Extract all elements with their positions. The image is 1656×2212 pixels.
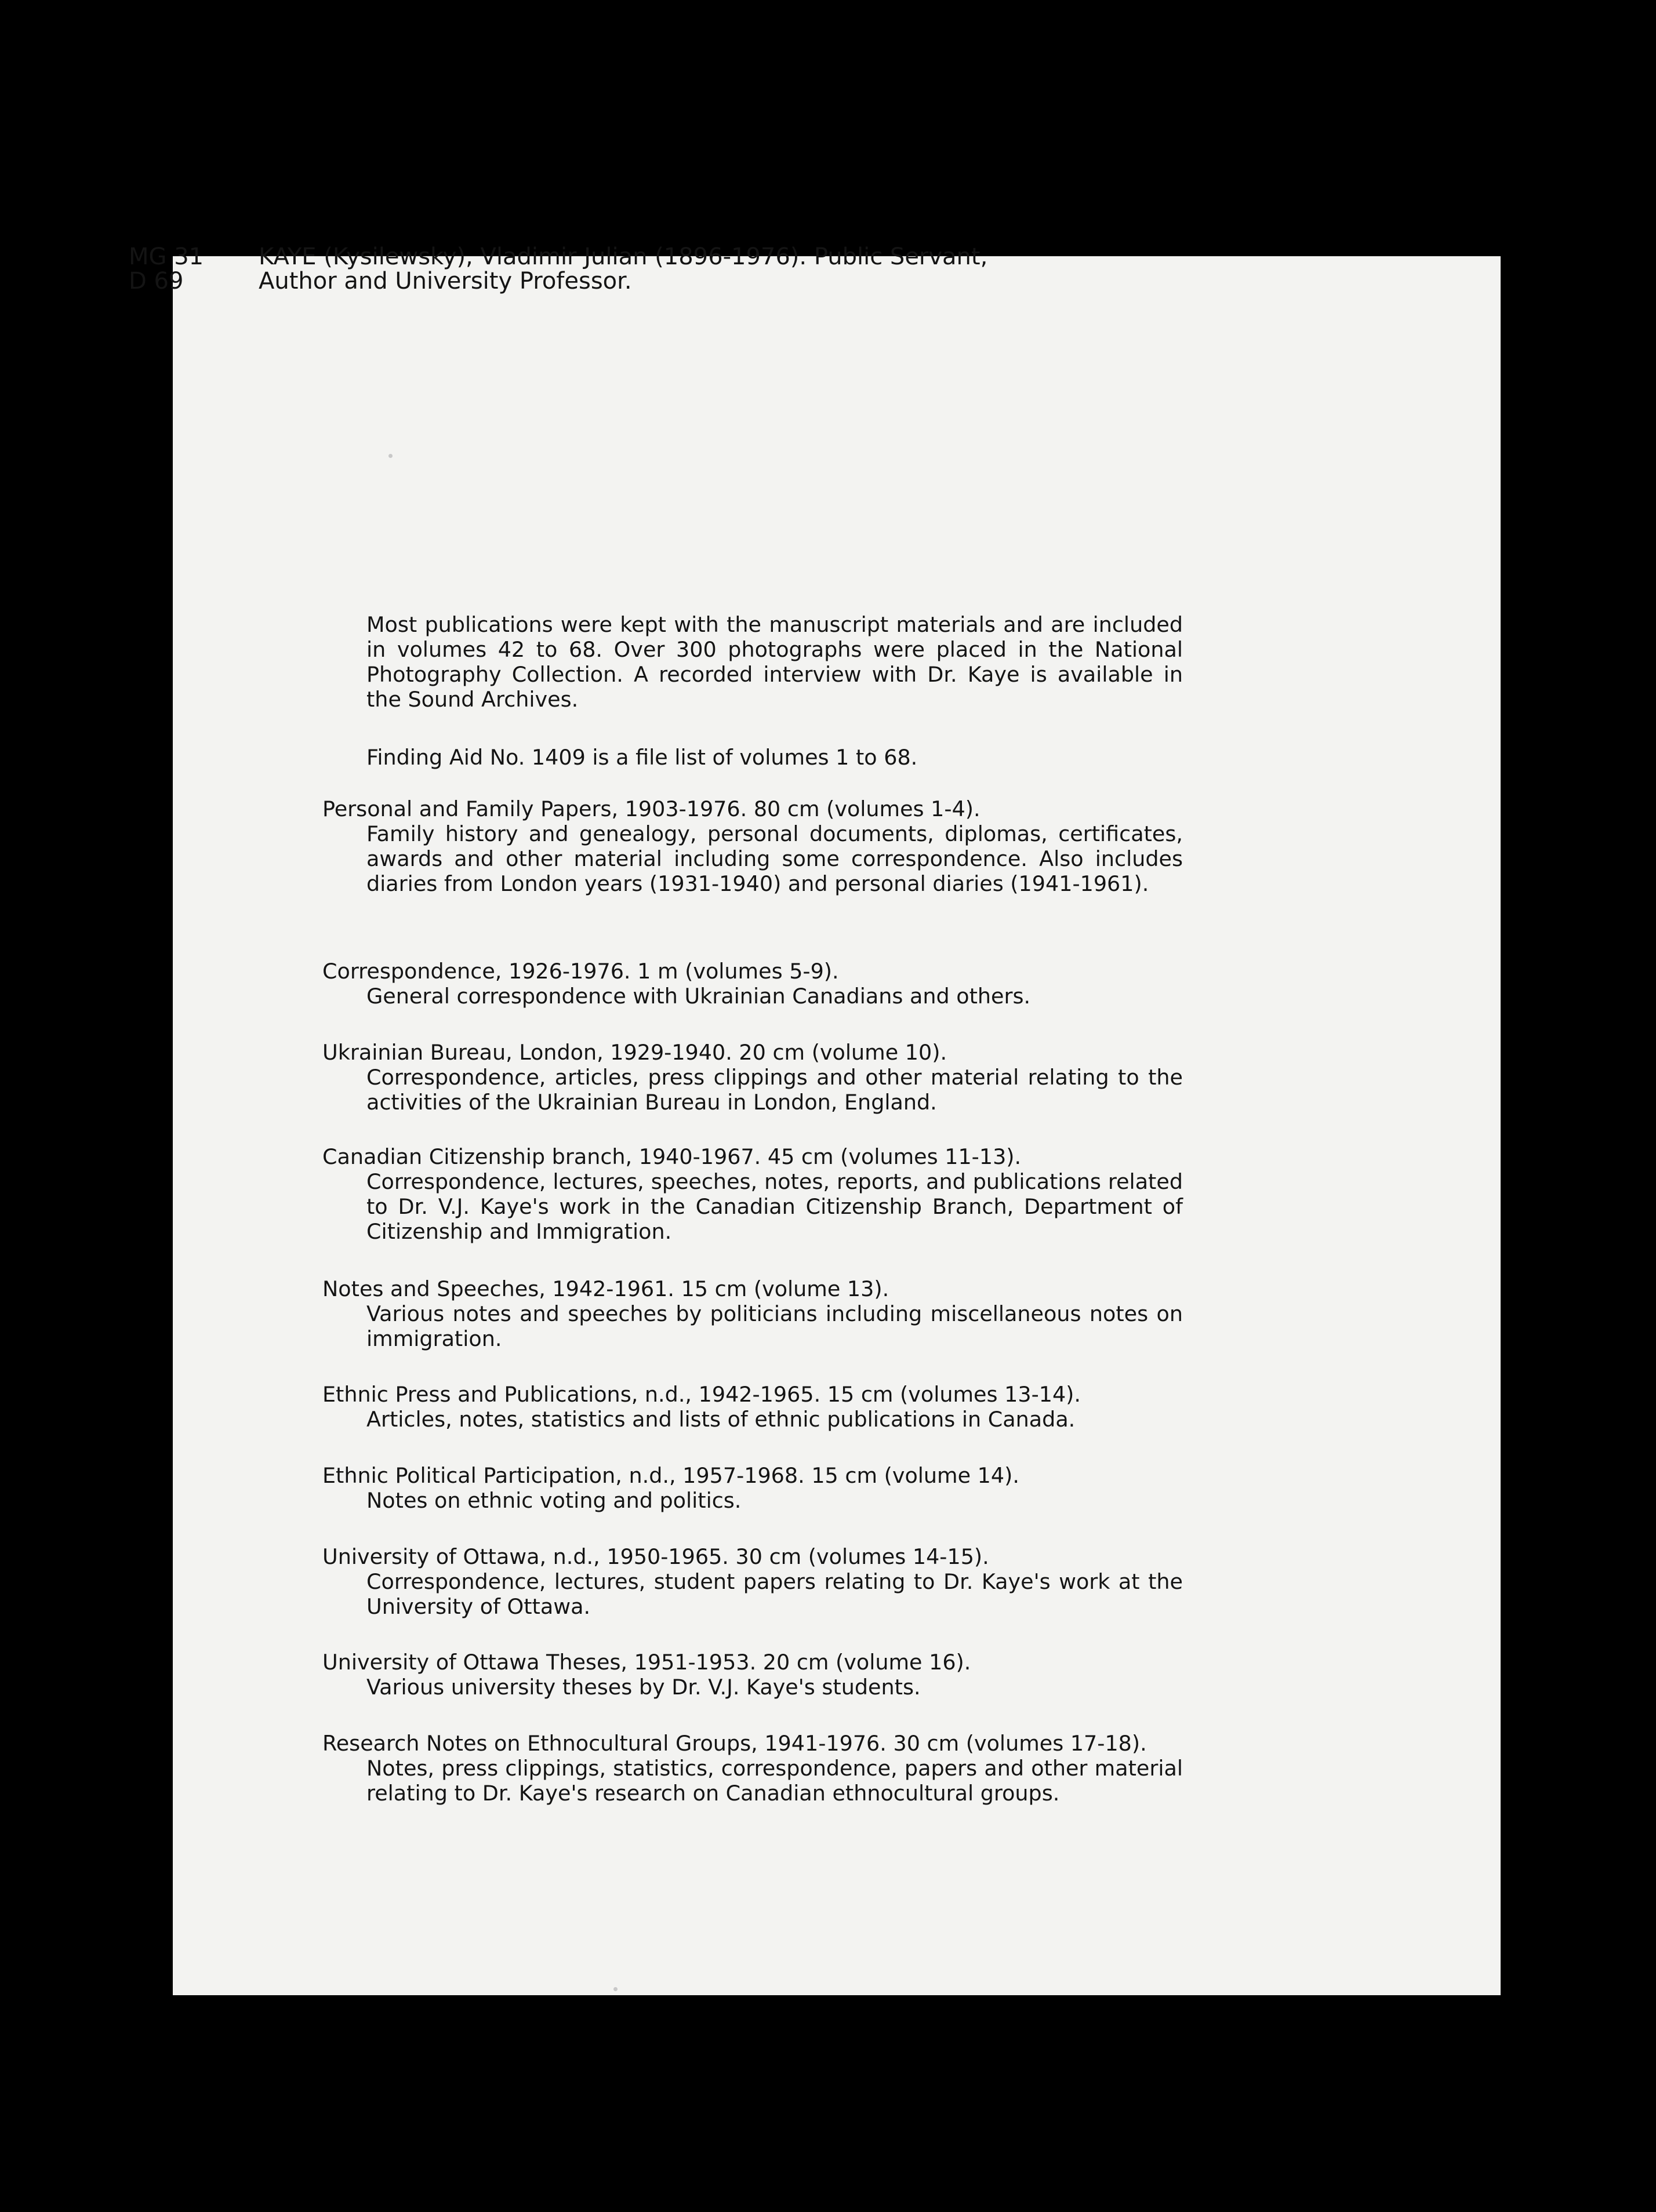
series-entry bbox=[322, 1463, 1183, 1513]
series-description: Notes, press clippings, statistics, correspondence, papers and other material relating to Dr. Kaye's research on Canadian ethnocultural groups. bbox=[366, 1756, 1183, 1806]
series-description: Correspondence, articles, press clippings and other material relating to the activities of the Ukrainian Bureau in London, England. bbox=[366, 1065, 1183, 1115]
series-description: Various university theses by Dr. V.J. Kaye's students. bbox=[366, 1675, 921, 1700]
series-entry bbox=[322, 1650, 1183, 1700]
series-entry bbox=[322, 1040, 1183, 1115]
reference-line-1: MG 31 bbox=[129, 243, 204, 270]
series-description: Correspondence, lectures, student papers relating to Dr. Kaye's work at the University of Ottawa. bbox=[366, 1569, 1183, 1619]
paper-speck bbox=[388, 454, 393, 458]
series-description: Various notes and speeches by politicians including miscellaneous notes on immigration. bbox=[366, 1301, 1183, 1351]
series-description: Correspondence, lectures, speeches, notes, reports, and publications related to Dr. V.J. Kaye's work in the Canadian Citizenship Branch, Department of Citizenship and Immigration. bbox=[366, 1169, 1183, 1244]
heading-line-1: KAYE (Kysilewsky), Vladimir Julian (1896-1976). Public Servant, bbox=[259, 243, 988, 270]
heading-line-2: Author and University Professor. bbox=[259, 268, 632, 294]
series-description: General correspondence with Ukrainian Canadians and others. bbox=[366, 984, 1031, 1009]
series-description: Family history and genealogy, personal documents, diplomas, certificates, awards and other material including some correspondence. Also includes diaries from London years (1931-1940) and personal diaries (1941-1961). bbox=[366, 821, 1183, 896]
series-entry bbox=[322, 1731, 1183, 1806]
series-entry bbox=[322, 796, 1183, 896]
reference-line-2: D 69 bbox=[129, 268, 184, 294]
fonds-heading bbox=[259, 245, 1070, 293]
series-title: Ethnic Press and Publications, n.d., 1942-1965. 15 cm (volumes 13-14). bbox=[322, 1382, 1081, 1407]
series-entry bbox=[322, 1544, 1183, 1619]
series-title: Canadian Citizenship branch, 1940-1967. 45 cm (volumes 11-13). bbox=[322, 1144, 1022, 1169]
reference-code bbox=[129, 245, 204, 293]
series-description: Notes on ethnic voting and politics. bbox=[366, 1488, 742, 1513]
series-title: Correspondence, 1926-1976. 1 m (volumes 5-9). bbox=[322, 959, 839, 984]
intro-paragraph: Most publications were kept with the manuscript materials and are included in volumes 42 to 68. Over 300 photographs were placed in the National Photography Collection. A recorded interview with Dr. Kaye is available in the Sound Archives. bbox=[366, 612, 1183, 712]
series-title: Personal and Family Papers, 1903-1976. 80 cm (volumes 1-4). bbox=[322, 796, 980, 821]
series-title: University of Ottawa, n.d., 1950-1965. 30 cm (volumes 14-15). bbox=[322, 1544, 989, 1569]
paper-speck bbox=[613, 1987, 618, 1991]
series-title: University of Ottawa Theses, 1951-1953. 20 cm (volume 16). bbox=[322, 1650, 971, 1675]
series-title: Ethnic Political Participation, n.d., 1957-1968. 15 cm (volume 14). bbox=[322, 1463, 1019, 1488]
series-title: Ukrainian Bureau, London, 1929-1940. 20 cm (volume 10). bbox=[322, 1040, 947, 1065]
series-entry bbox=[322, 1144, 1183, 1244]
series-title: Research Notes on Ethnocultural Groups, 1941-1976. 30 cm (volumes 17-18). bbox=[322, 1731, 1147, 1756]
series-description: Articles, notes, statistics and lists of ethnic publications in Canada. bbox=[366, 1407, 1076, 1432]
series-title: Notes and Speeches, 1942-1961. 15 cm (volume 13). bbox=[322, 1276, 889, 1301]
finding-aid-paragraph: Finding Aid No. 1409 is a file list of volumes 1 to 68. bbox=[366, 745, 918, 770]
series-entry bbox=[322, 959, 1183, 1009]
series-entry bbox=[322, 1382, 1183, 1432]
series-entry bbox=[322, 1276, 1183, 1351]
